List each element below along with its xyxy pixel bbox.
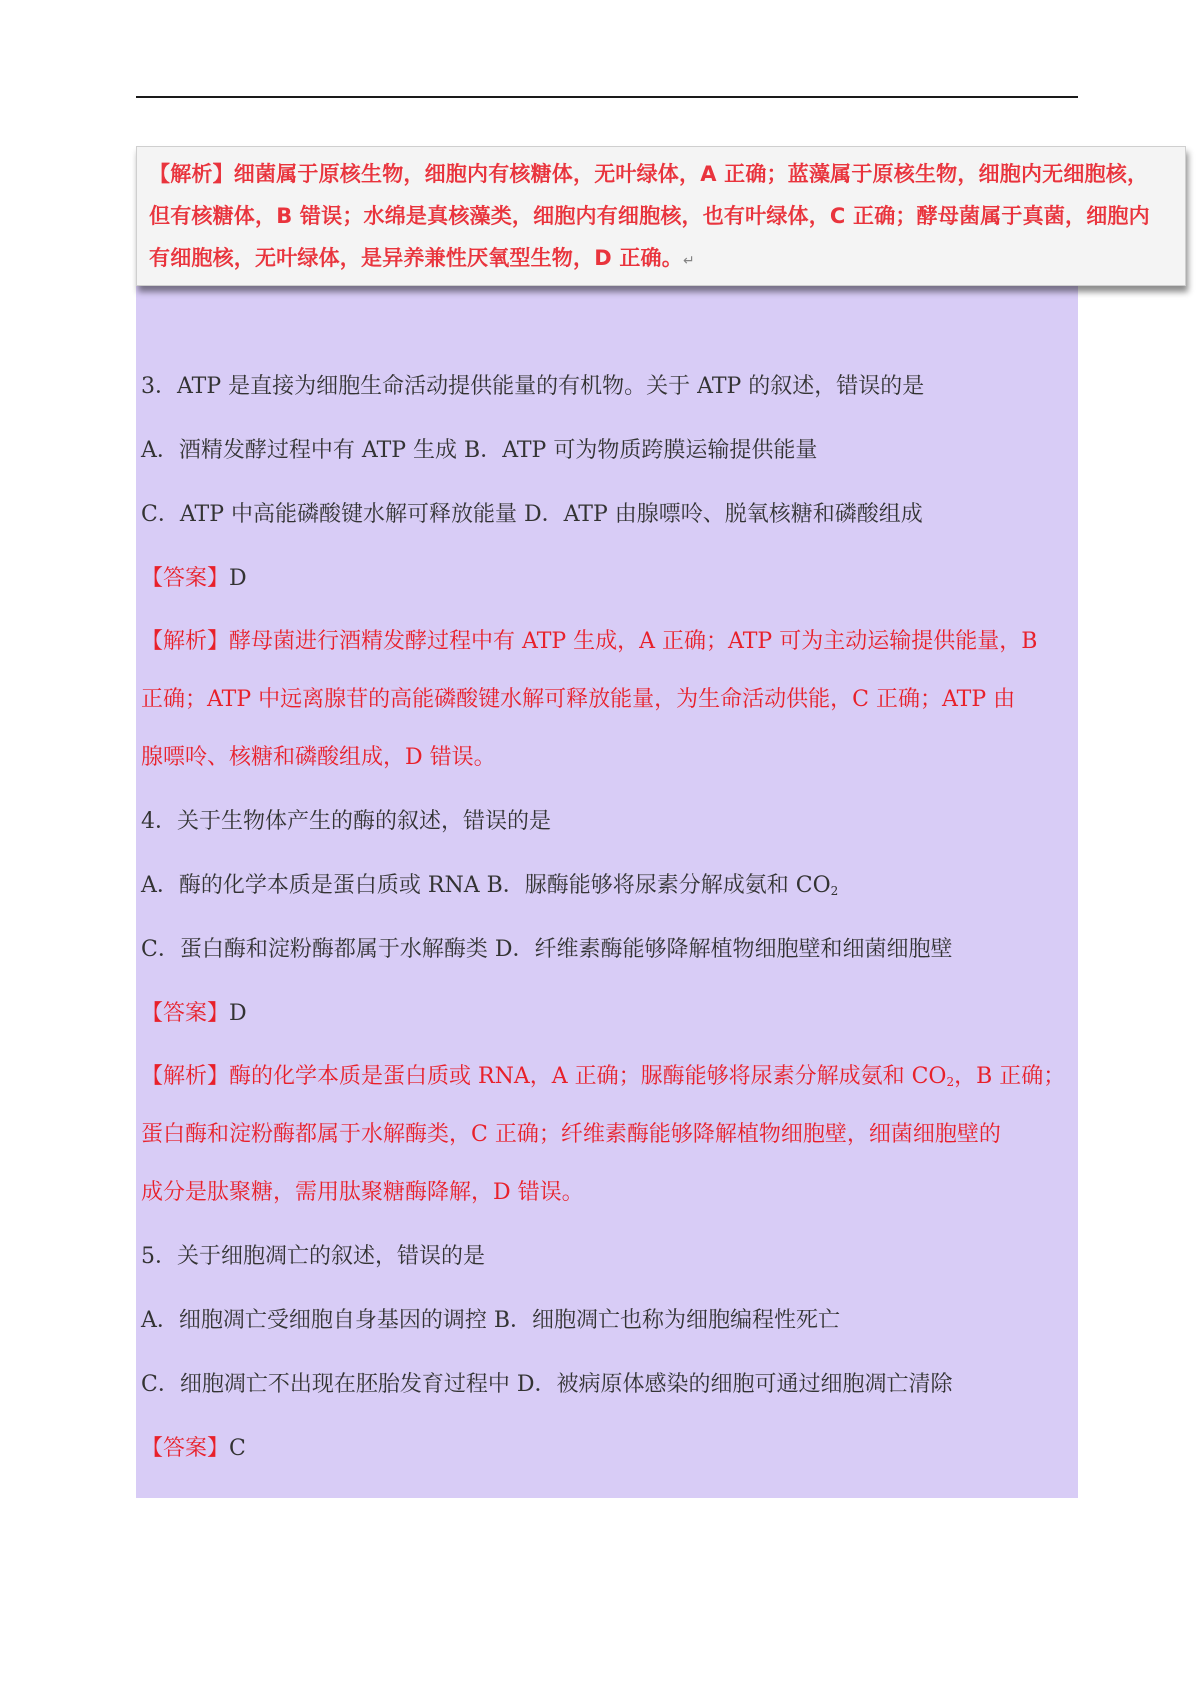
q4-answer (141, 999, 247, 1029)
q4-stem: 4．关于生物体产生的酶的叙述，错误的是 (141, 809, 551, 834)
analysis-text-a: 酶的化学本质是蛋白质或 RNA，A 正确；脲酶能够将尿素分解成氨和 CO (229, 1064, 947, 1089)
q3-analysis-line-1 (141, 627, 1037, 657)
q3-stem: 3．ATP 是直接为细胞生命活动提供能量的有机物。关于 ATP 的叙述，错误的是 (141, 374, 925, 399)
q3-analysis-line-2: 正确；ATP 中远离腺苷的高能磷酸键水解可释放能量，为生命活动供能，C 正确；ATP 由 (141, 687, 1016, 712)
snippet-line-3-text: 有细胞核，无叶绿体，是异养兼性厌氧型生物，D 正确。 (149, 246, 683, 270)
snippet-line-1: 【解析】细菌属于原核生物，细胞内有核糖体，无叶绿体，A 正确；蓝藻属于原核生物，细胞内无细胞核， (149, 162, 1149, 186)
q3-analysis-line-3: 腺嘌呤、核糖和磷酸组成，D 错误。 (141, 745, 496, 770)
q3-options-ab: A．酒精发酵过程中有 ATP 生成 B．ATP 可为物质跨膜运输提供能量 (141, 438, 818, 463)
subscript: 2 (830, 884, 839, 898)
q5-stem: 5．关于细胞凋亡的叙述，错误的是 (141, 1244, 485, 1269)
q5-answer (141, 1434, 246, 1464)
q4-options-ab (141, 871, 838, 906)
snippet-line-3 (149, 237, 1175, 282)
q5-options-ab: A．细胞凋亡受细胞自身基因的调控 B．细胞凋亡也称为细胞编程性死亡 (141, 1308, 841, 1333)
answer-value: D (229, 1001, 247, 1026)
snippet-line-2: 但有核糖体，B 错误；水绵是真核藻类，细胞内有细胞核，也有叶绿体，C 正确；酵母菌属于真菌，细胞内 (149, 204, 1150, 228)
analysis-tag: 【解析】 (141, 1064, 230, 1089)
answer-value: D (229, 566, 247, 591)
pasted-analysis-image (136, 146, 1186, 286)
return-mark-icon: ↵ (682, 253, 695, 269)
header-rule (136, 96, 1078, 98)
analysis-text: 酵母菌进行酒精发酵过程中有 ATP 生成，A 正确；ATP 可为主动运输提供能量，B (229, 629, 1038, 654)
q3-options-cd: C．ATP 中高能磷酸键水解可释放能量 D．ATP 由腺嘌呤、脱氧核糖和磷酸组成 (141, 502, 923, 527)
answer-tag: 【答案】 (141, 566, 230, 591)
answer-tag: 【答案】 (141, 1001, 230, 1026)
analysis-text-b: ，B 正确； (954, 1064, 1066, 1089)
q4-analysis-line-2: 蛋白酶和淀粉酶都属于水解酶类，C 正确；纤维素酶能够降解植物细胞壁，细菌细胞壁的 (141, 1122, 1001, 1147)
q4-options-cd: C．蛋白酶和淀粉酶都属于水解酶类 D．纤维素酶能够降解植物细胞壁和细菌细胞壁 (141, 937, 953, 962)
q4-options-ab-text: A．酶的化学本质是蛋白质或 RNA B．脲酶能够将尿素分解成氨和 CO (141, 873, 831, 898)
subscript: 2 (946, 1075, 955, 1089)
q4-analysis-line-1 (141, 1062, 1065, 1097)
answer-value: C (229, 1436, 246, 1461)
analysis-tag: 【解析】 (141, 629, 230, 654)
q4-analysis-line-3: 成分是肽聚糖，需用肽聚糖酶降解，D 错误。 (141, 1180, 584, 1205)
q5-options-cd: C．细胞凋亡不出现在胚胎发育过程中 D．被病原体感染的细胞可通过细胞凋亡清除 (141, 1372, 953, 1397)
q3-answer (141, 564, 247, 594)
answer-tag: 【答案】 (141, 1436, 230, 1461)
